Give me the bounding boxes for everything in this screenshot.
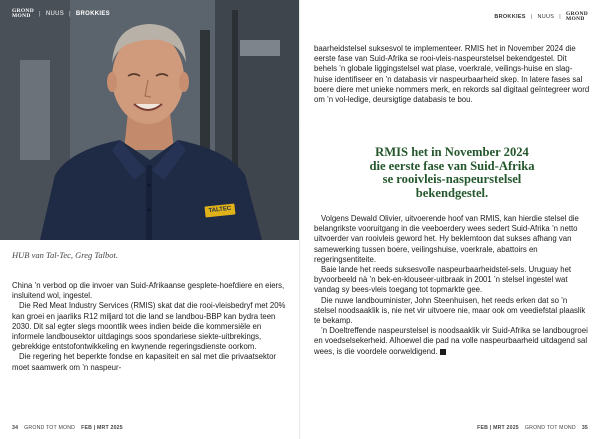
- photo-caption: HUB van Tal-Tec, Greg Talbot.: [12, 250, 118, 260]
- footer-issue: FEB | MRT 2025: [81, 425, 123, 431]
- magazine-logo: GROND MOND: [566, 11, 588, 22]
- paragraph: Die Red Meat Industry Services (RMIS) skat dat die rooi-vleisbedryf met 20% kan groei en jaarliks R12 miljard tot die land se landbou-BBP kan bydra teen 2030. Dit sal egter slegs moontlik wees indien beide die kommersiële en informele landbousektor uitdagings soos spondariese siekte-uitbrekings, gebrekkige entstofontwikkeling en kwynende regeringsdienste oorkom.: [12, 301, 286, 352]
- end-mark-icon: [440, 349, 446, 355]
- pull-quote-line: bekendgestel.: [415, 185, 489, 200]
- paragraph: ’n Doeltreffende naspeurstelsel is noodsaaklik vir Suid-Afrika se landbougroei en voedselsekerheid. Alhoewel die pad na volle naspeurbaarheid uitdagend sal wees, is die voordele oorweldigend.: [314, 326, 588, 356]
- paragraph: Die regering het beperkte fondse en kapasiteit en sal met die privaatsektor moet saamwerk om ’n naspeur-: [12, 352, 277, 372]
- section-label: NUUS: [45, 11, 65, 17]
- footer-magazine: GROND TOT MOND: [24, 425, 76, 431]
- paragraph: China ’n verbod op die invoer van Suid-Afrikaanse gesplete-hoefdiere en eiers, insluitend wol, ingestel.: [12, 281, 285, 301]
- header-separator: |: [530, 14, 533, 20]
- paragraph: Volgens Dewald Olivier, uitvoerende hoof van RMIS, kan hierdie stelsel die belangrikste vooruitgang in die veeboerdery wees sedert Suid-Afrika ’n netto uitvoerder van rooivleis geword het. Hy beklemtoon dat sukses afhang van samewerking tussen boere, veilingshuise, voerkrale, abattoirs en regeringsentiteite.: [314, 214, 579, 264]
- footer-issue: FEB | MRT 2025: [477, 425, 519, 431]
- header-separator-2: |: [559, 14, 562, 20]
- category-label: BROKKIES: [494, 14, 526, 20]
- pull-quote-line: se rooivleis-naspeurstelsel: [382, 172, 522, 187]
- page-number: 35: [581, 425, 588, 431]
- page-header-right: [494, 12, 588, 22]
- header-separator-2: |: [69, 11, 71, 17]
- pull-quote: [322, 146, 582, 200]
- paragraph: Baie lande het reeds suksesvolle naspeurbaarheidstel-sels. Uruguay het byvoorbeeld nà ’n bek-en-klouseer-uitbraak in 2001 ’n stelsel ingestel wat vandag sy bees-vleis toegang tot topmarkte gee.: [314, 265, 572, 295]
- shirt-badge-text: TALTEC: [208, 205, 232, 215]
- pull-quote-line: RMIS het in November 2024: [375, 145, 529, 159]
- pull-quote-line: die eerste fase van Suid-Afrika: [369, 158, 535, 173]
- portrait-illustration: [0, 0, 300, 240]
- page-header-left: [12, 9, 110, 19]
- page-number: 34: [12, 425, 19, 431]
- section-label: NUUS: [537, 14, 555, 20]
- right-page: [300, 0, 600, 439]
- paragraph: baarheidstelsel suksesvol te implementeer. RMIS het in November 2024 die eerste fase van Suid-Afrika se rooi-vleis-naspeurstelsel bekendgestel. Dit behels ’n globale liggingstelsel wat plase, voerkrale, veilings-huise en slag-huise identifiseer en ’n databasis vir naspeurbaarheid skep. In latere fases sal boere diere met unieke nommers merk, en rekords sal digitaal geïntegreer word om ’n vol-ledige, deursigtige databasis te bou.: [314, 44, 590, 105]
- category-label: BROKKIES: [75, 11, 110, 17]
- right-column-text-bottom: [314, 214, 590, 357]
- footer-left: [12, 425, 123, 431]
- footer-magazine: GROND TOT MOND: [524, 425, 576, 431]
- magazine-logo: GROND MOND: [12, 8, 34, 19]
- paragraph: Die nuwe landbouminister, John Steenhuisen, het reeds erken dat so ’n stelsel noodsaaklik is, nie net vir uitvoere nie, maar ook om veediefstal plaaslik te bekamp.: [314, 295, 586, 326]
- footer-right: [477, 425, 588, 431]
- header-separator: |: [38, 11, 41, 17]
- left-column-text: [12, 281, 291, 373]
- right-column-text-top: [314, 44, 590, 105]
- portrait-photo: [0, 0, 300, 240]
